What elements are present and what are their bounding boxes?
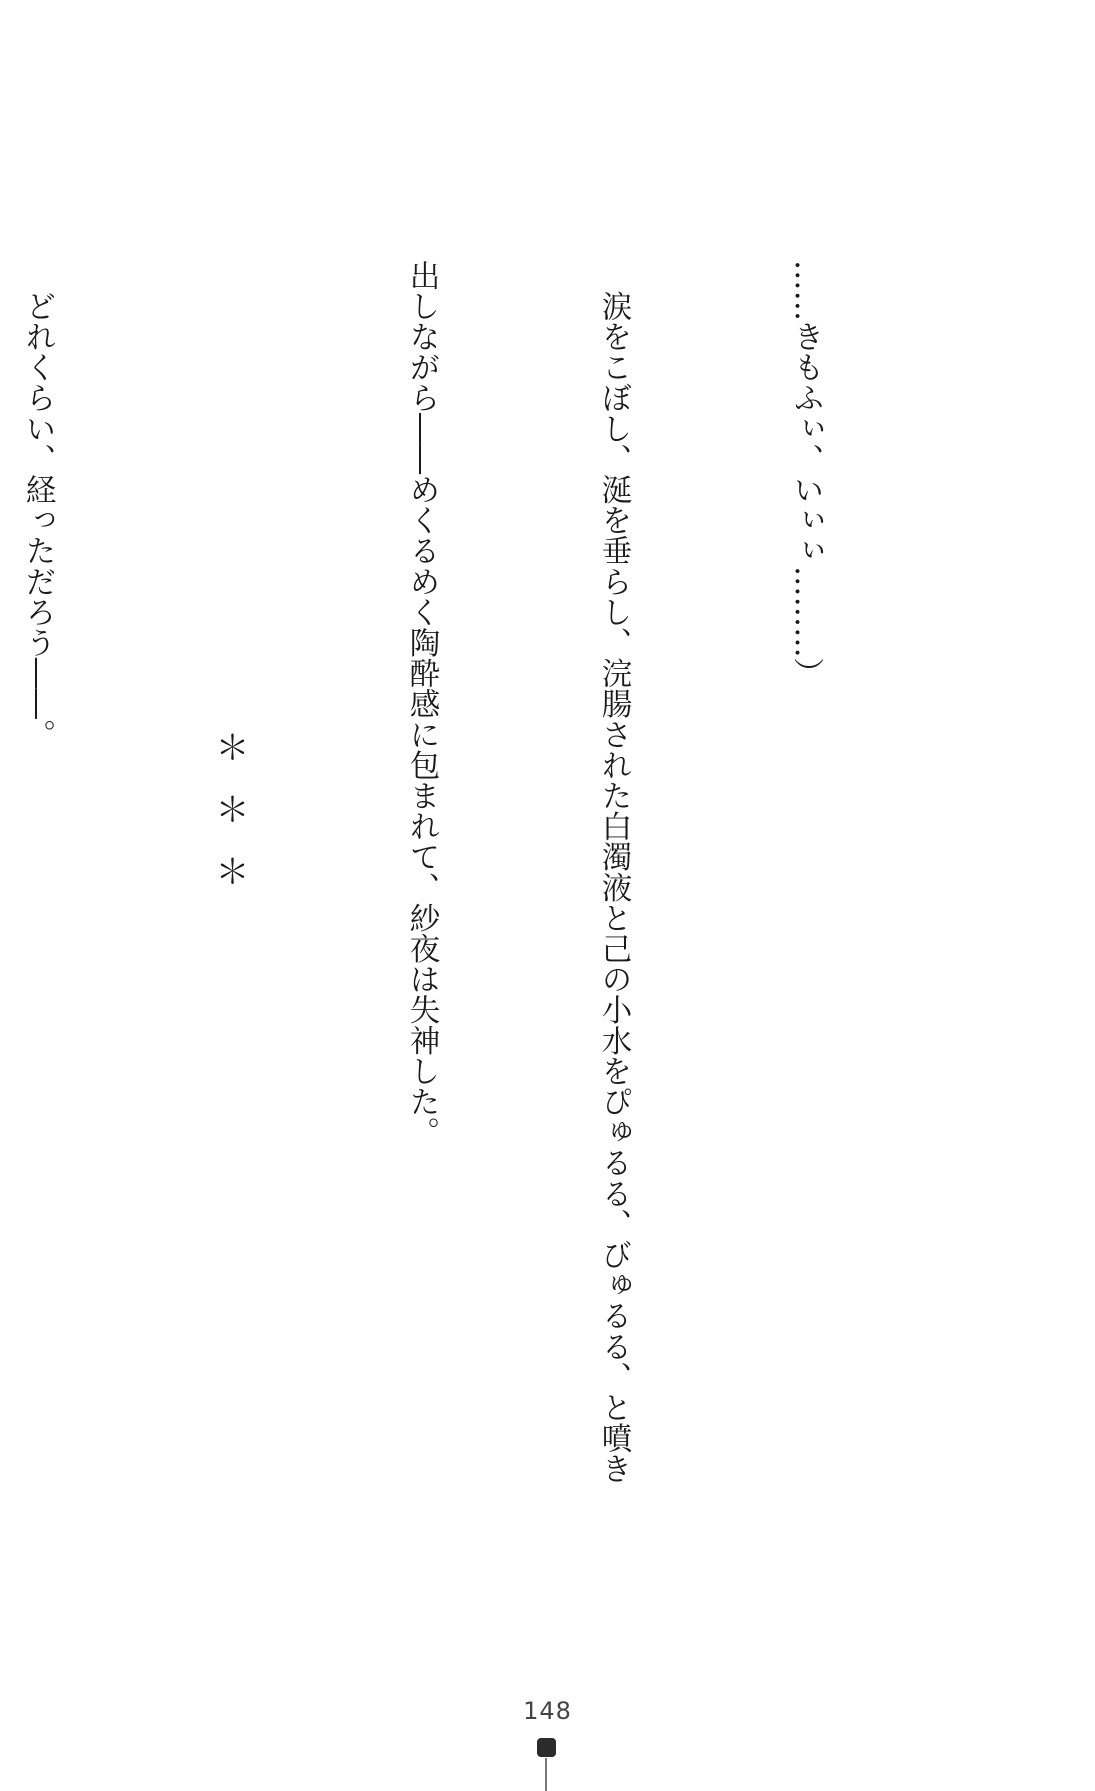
page-number: 148 — [523, 1697, 572, 1725]
footer-marker-icon — [537, 1738, 556, 1757]
footer-divider-line — [545, 1758, 547, 1791]
vertical-body-text — [0, 260, 965, 1484]
text-line: 涙をこぼし、涎を垂らし、浣腸された白濁液と己の小水をぴゅるる、びゅるる、と噴き — [596, 260, 631, 1484]
text-line: どれくらい、経っただろう――。 — [20, 260, 55, 750]
text-line: ……きもふぃ、いぃぃ………） — [788, 260, 823, 689]
scene-break: ＊＊＊ — [209, 730, 249, 916]
text-line: 出しながら――めくるめく陶酔感に包まれて、紗夜は失神した。 — [404, 260, 439, 1148]
